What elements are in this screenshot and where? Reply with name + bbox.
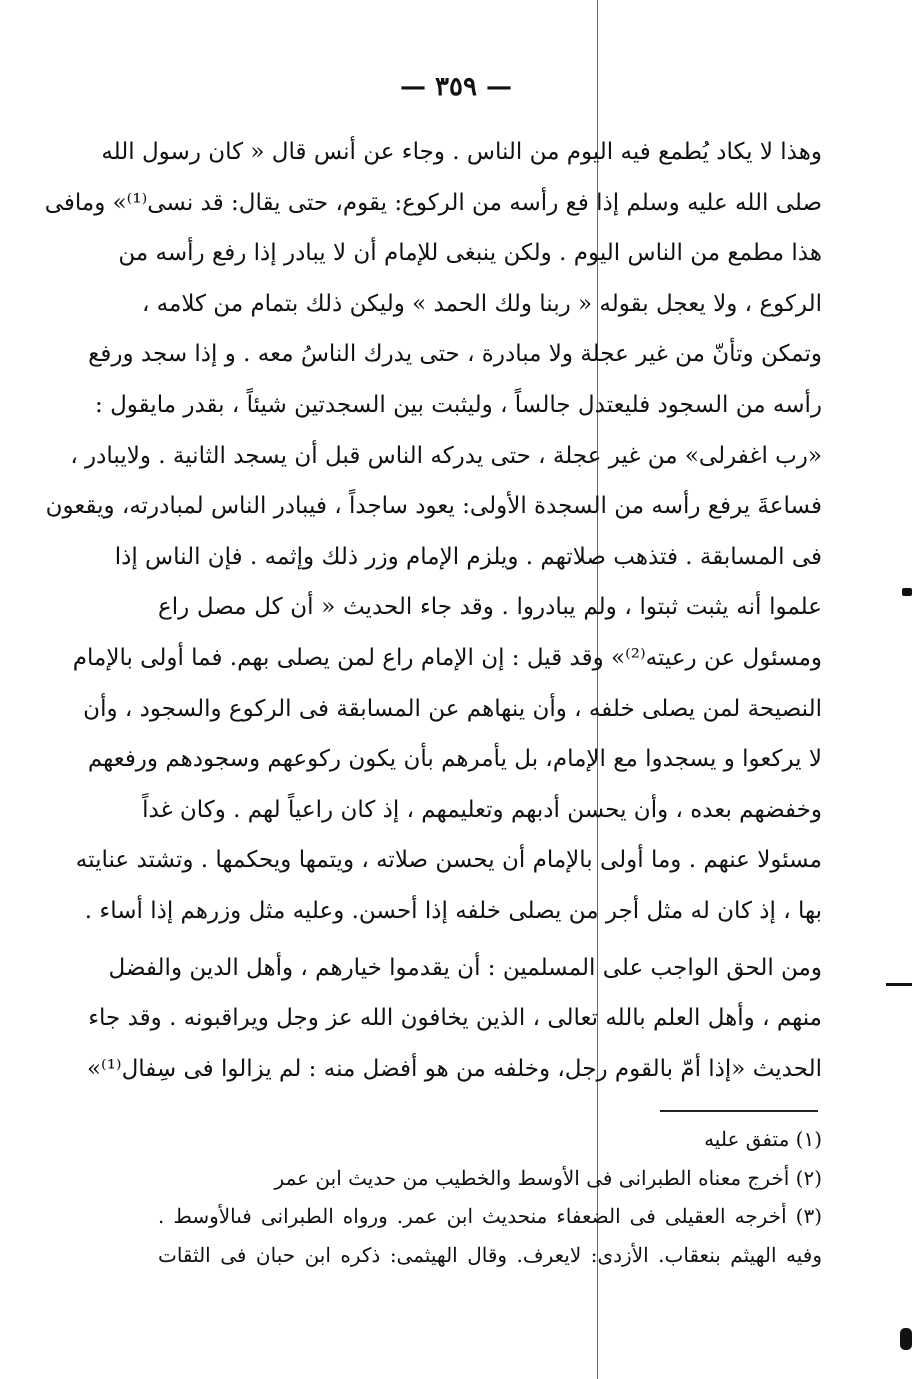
text-line: رأسه من السجود فليعتدل جالساً ، وليثبت بين السجدتين شيئاً ، بقدر مايقول : bbox=[95, 391, 822, 418]
footnotes bbox=[158, 1120, 822, 1274]
text-line: ومسئول عن رعيته⁽²⁾» وقد قيل : إن الإمام راع لمن يصلى بهم. فما أولى بالإمام bbox=[72, 644, 822, 671]
scan-speck bbox=[886, 983, 912, 986]
text-line: بها ، إذ كان له مثل أجر من يصلى خلفه إذا أحسن. وعليه مثل وزرهم إذا أساء . bbox=[84, 897, 822, 924]
main-text bbox=[44, 127, 822, 1094]
text-line: وهذا لا يكاد يُطمع فيه اليوم من الناس . وجاء عن أنس قال « كان رسول الله bbox=[101, 139, 822, 165]
text-line: صلى الله عليه وسلم إذا فع رأسه من الركوع: يقوم، حتى يقال: قد نسى⁽¹⁾» ومافى bbox=[44, 189, 822, 216]
text-line: مسئولا عنهم . وما أولى بالإمام أن يحسن صلاته ، ويتمها ويحكمها . وتشتد عنايته bbox=[75, 847, 822, 874]
footnote-separator bbox=[660, 1110, 818, 1112]
text-line: الركوع ، ولا يعجل بقوله « ربنا ولك الحمد » وليكن ذلك بتمام من كلامه ، bbox=[141, 290, 822, 317]
text-line: وخفضهم بعده ، وأن يحسن أدبهم وتعليمهم ، إذ كان راعياً لهم . وكان غداً bbox=[142, 796, 822, 823]
text-line: الحديث «إذا أمّ بالقوم رجل، وخلفه من هو أفضل منه : لم يزالوا فى سِفال⁽¹⁾» bbox=[86, 1055, 822, 1082]
scan-speck bbox=[902, 588, 912, 596]
text-line: ومن الحق الواجب على المسلمين : أن يقدموا خيارهم ، وأهل الدين والفضل bbox=[108, 954, 822, 981]
text-line: لا يركعوا و يسجدوا مع الإمام، بل يأمرهم بأن يكون ركوعهم وسجودهم ورفعهم bbox=[87, 746, 822, 773]
text-line: وتمكن وتأنّ من غير عجلة ولا مبادرة ، حتى يدرك الناسُ معه . و إذا سجد ورفع bbox=[88, 341, 822, 368]
footnote-line: (١) متفق عليه bbox=[704, 1127, 822, 1151]
footnote-line: (٣) أخرجه العقيلى فى الضعفاء منحديث ابن عمر. ورواه الطبرانى فىالأوسط . bbox=[158, 1204, 822, 1228]
text-line: منهم ، وأهل العلم بالله تعالى ، الذين يخافون الله عز وجل ويراقبونه . وقد جاء bbox=[88, 1005, 822, 1032]
text-line: فساعةَ يرفع رأسه من السجدة الأولى: يعود ساجداً ، فيبادر الناس لمبادرته، ويقعون bbox=[45, 493, 822, 520]
text-line: علموا أنه يثبت ثبتوا ، ولم يبادروا . وقد جاء الحديث « أن كل مصل راع bbox=[158, 594, 822, 621]
footnote-line: وفيه الهيثم بنعقاب. الأزدى: لايعرف. وقال الهيثمى: ذكره ابن حبان فى الثقات bbox=[158, 1242, 822, 1267]
scan-speck bbox=[900, 1328, 912, 1350]
page-number: — ٣٥٩ — bbox=[399, 72, 513, 102]
text-line: «رب اغفرلى» من غير عجلة ، حتى يدركه الناس قبل أن يسجد الثانية . ولايبادر ، bbox=[70, 442, 822, 469]
text-line: هذا مطمع من الناس اليوم . ولكن ينبغى للإمام أن لا يبادر إذا رفع رأسه من bbox=[118, 240, 822, 267]
text-line: النصيحة لمن يصلى خلفه ، وأن ينهاهم عن المسابقة فى الركوع والسجود ، وأن bbox=[83, 695, 822, 722]
footnote-line: (٢) أخرج معناه الطبرانى فى الأوسط والخطيب من حديث ابن عمر bbox=[274, 1165, 822, 1190]
text-line: فى المسابقة . فتذهب صلاتهم . ويلزم الإمام وزر ذلك وإثمه . فإن الناس إذا bbox=[114, 543, 822, 570]
